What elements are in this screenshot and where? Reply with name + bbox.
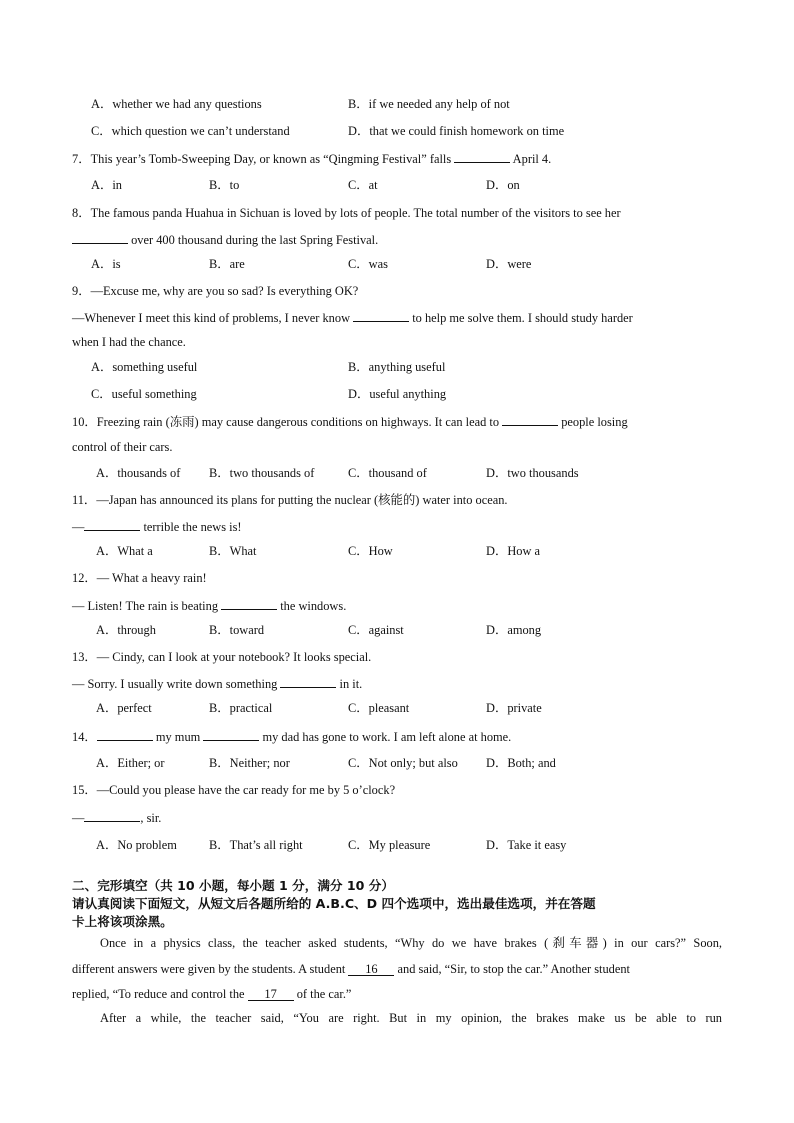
q14-text-mid: my mum — [152, 730, 204, 744]
q6-option-a[interactable]: A．whether we had any questions — [91, 97, 262, 111]
q11-text-pre: — — [72, 520, 85, 534]
q12-option-d[interactable]: D．among — [486, 623, 542, 637]
passage-p1-line1: Once in a physics class, the teacher asked students, “Why do we have brakes (刹车器) in our cars?” Soon, — [100, 936, 722, 950]
q10-stem-line2: control of their cars. — [72, 440, 173, 454]
cloze-number-16: 16 — [365, 962, 378, 976]
q12-text-post: the windows. — [277, 599, 347, 613]
passage-text: replied, “To reduce and control the — [72, 987, 248, 1001]
q9-stem-line3: when I had the chance. — [72, 335, 186, 349]
q15-blank — [84, 809, 140, 822]
q7-option-a[interactable]: A．in — [91, 178, 122, 192]
q11-option-d[interactable]: D．How a — [486, 544, 541, 558]
q10-blank — [502, 413, 558, 426]
q15-text-pre: — — [72, 811, 85, 825]
passage-p1-line3 — [72, 986, 722, 1002]
q14-text-post: my dad has gone to work. I am left alone at home. — [259, 730, 512, 744]
q8-option-a[interactable]: A．is — [91, 257, 121, 271]
q15-stem-line2 — [72, 809, 161, 826]
q9-stem-line1: 9．—Excuse me, why are you so sad? Is everything OK? — [72, 284, 359, 298]
section-2-instruction-line2: 卡上将该项涂黑。 — [72, 914, 173, 929]
q12-option-a[interactable]: A．through — [96, 623, 156, 637]
q8-option-d[interactable]: D．were — [486, 257, 532, 271]
passage-text: of the car.” — [293, 987, 352, 1001]
q15-option-c[interactable]: C．My pleasure — [348, 838, 431, 852]
q9-option-c[interactable]: C．useful something — [91, 387, 197, 401]
q15-stem-line1: 15．—Could you please have the car ready for me by 5 o’clock? — [72, 783, 396, 797]
q6-option-b[interactable]: B．if we needed any help of not — [348, 97, 510, 111]
q14-blank-2 — [203, 728, 259, 741]
q14-option-c[interactable]: C．Not only; but also — [348, 756, 458, 770]
q6-option-d[interactable]: D．that we could finish homework on time — [348, 124, 565, 138]
q15-option-a[interactable]: A．No problem — [96, 838, 177, 852]
q13-option-c[interactable]: C．pleasant — [348, 701, 410, 715]
q9-stem-line2 — [72, 309, 633, 326]
q14-text-pre: 14． — [72, 730, 97, 744]
q8-option-b[interactable]: B．are — [209, 257, 245, 271]
q15-text-post: , sir. — [140, 811, 162, 825]
q9-option-b[interactable]: B．anything useful — [348, 360, 446, 374]
q9-option-a[interactable]: A．something useful — [91, 360, 198, 374]
passage-p2-line1: After a while, the teacher said, “You are right. But in my opinion, the brakes make us be able to run — [100, 1011, 722, 1025]
q10-option-b[interactable]: B．two thousands of — [209, 466, 315, 480]
q12-stem-line1: 12．— What a heavy rain! — [72, 571, 207, 585]
q7-blank — [454, 150, 510, 163]
q11-text-post: terrible the news is! — [140, 520, 242, 534]
q13-option-d[interactable]: D．private — [486, 701, 542, 715]
q13-stem-line1: 13．— Cindy, can I look at your notebook? It looks special. — [72, 650, 372, 664]
q8-blank — [72, 231, 128, 244]
q10-option-c[interactable]: C．thousand of — [348, 466, 427, 480]
q7-stem — [72, 150, 551, 167]
q6-option-c[interactable]: C．which question we can’t understand — [91, 124, 290, 138]
q9-blank — [353, 309, 409, 322]
cloze-blank-17 — [248, 988, 294, 1001]
q12-stem-line2 — [72, 597, 346, 614]
q7-text-post: April 4. — [510, 152, 552, 166]
q11-blank — [84, 518, 140, 531]
passage-p1-line2 — [72, 961, 722, 977]
q8-option-c[interactable]: C．was — [348, 257, 388, 271]
q7-option-d[interactable]: D．on — [486, 178, 520, 192]
q12-text-pre: — Listen! The rain is beating — [72, 599, 222, 613]
section-2-title: 二、完形填空（共 10 小题，每小题 1 分，满分 10 分） — [72, 878, 394, 893]
cloze-blank-16 — [348, 963, 394, 976]
q8-text-post: over 400 thousand during the last Spring Festival. — [128, 233, 379, 247]
q11-option-c[interactable]: C．How — [348, 544, 393, 558]
passage-text: different answers were given by the students. A student — [72, 962, 349, 976]
passage-text: and said, “Sir, to stop the car.” Another student — [394, 962, 631, 976]
q10-text-post: people losing — [558, 415, 628, 429]
q11-option-b[interactable]: B．What — [209, 544, 257, 558]
section-2-instruction-line1: 请认真阅读下面短文，从短文后各题所给的 A.B.C、D 四个选项中，选出最佳选项，并在答题 — [72, 896, 596, 911]
q7-option-c[interactable]: C．at — [348, 178, 378, 192]
q13-option-b[interactable]: B．practical — [209, 701, 273, 715]
q12-option-c[interactable]: C．against — [348, 623, 404, 637]
q10-stem-line1 — [72, 413, 628, 430]
q13-stem-line2 — [72, 675, 362, 692]
q10-option-d[interactable]: D．two thousands — [486, 466, 579, 480]
q14-option-a[interactable]: A．Either; or — [96, 756, 165, 770]
q14-stem — [72, 728, 511, 745]
q13-text-pre: — Sorry. I usually write down something — [72, 677, 281, 691]
q10-option-a[interactable]: A．thousands of — [96, 466, 181, 480]
q11-stem-line1: 11．—Japan has announced its plans for putting the nuclear (核能的) water into ocean. — [72, 493, 508, 507]
q9-text-post: to help me solve them. I should study harder — [409, 311, 633, 325]
q14-option-b[interactable]: B．Neither; nor — [209, 756, 290, 770]
cloze-number-17: 17 — [264, 987, 277, 1001]
q7-text-pre: 7．This year’s Tomb-Sweeping Day, or known as “Qingming Festival” falls — [72, 152, 455, 166]
q12-blank — [221, 597, 277, 610]
q8-stem-line2 — [72, 231, 378, 248]
q10-text-pre: 10．Freezing rain (冻雨) may cause dangerous conditions on highways. It can lead to — [72, 415, 503, 429]
q11-stem-line2 — [72, 518, 242, 535]
q7-option-b[interactable]: B．to — [209, 178, 240, 192]
q13-option-a[interactable]: A．perfect — [96, 701, 152, 715]
q9-option-d[interactable]: D．useful anything — [348, 387, 447, 401]
q14-blank-1 — [97, 728, 153, 741]
q11-option-a[interactable]: A．What a — [96, 544, 153, 558]
q13-blank — [280, 675, 336, 688]
q13-text-post: in it. — [336, 677, 363, 691]
q15-option-b[interactable]: B．That’s all right — [209, 838, 303, 852]
q8-stem-line1: 8．The famous panda Huahua in Sichuan is loved by lots of people. The total number of the visitors to see her — [72, 206, 621, 220]
q15-option-d[interactable]: D．Take it easy — [486, 838, 567, 852]
q14-option-d[interactable]: D．Both; and — [486, 756, 556, 770]
q9-text-pre: —Whenever I meet this kind of problems, I never know — [72, 311, 354, 325]
q12-option-b[interactable]: B．toward — [209, 623, 265, 637]
